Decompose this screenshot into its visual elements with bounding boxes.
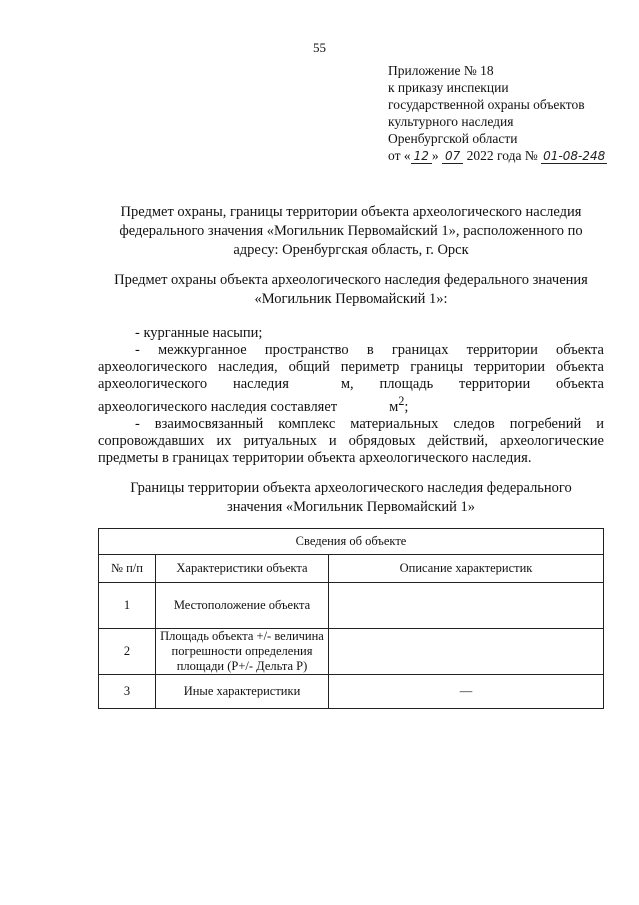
list-item: - курганные насыпи; — [135, 325, 263, 341]
list-item-end: ; — [404, 398, 409, 415]
date-prefix: от « — [388, 148, 411, 163]
appendix-line: к приказу инспекции — [388, 80, 509, 95]
handwritten-month: 07 — [442, 149, 463, 164]
handwritten-day: 12 — [411, 149, 432, 164]
unit-m: м, — [340, 376, 354, 392]
row-characteristic: Площадь объекта +/- величина погрешности определения площади (P+/- Дельта P) — [156, 629, 329, 675]
row-description: — — [329, 675, 604, 709]
list-item — [98, 342, 604, 416]
table-caption: Сведения об объекте — [99, 529, 604, 555]
table-row — [99, 675, 604, 709]
row-description — [329, 629, 604, 675]
table-row — [99, 583, 604, 629]
unit-sup: 2 — [398, 394, 405, 408]
subject-title: Предмет охраны объекта археологического наследия федерального значения «Могильник Первомайский 1»: — [114, 272, 588, 307]
header-cell: № п/п — [99, 555, 156, 583]
appendix-line: государственной охраны объектов — [388, 97, 585, 112]
table-row — [99, 629, 604, 675]
row-number: 3 — [99, 675, 156, 709]
unit-m2: м — [389, 398, 399, 415]
row-characteristic: Иные характеристики — [156, 675, 329, 709]
page-number: 55 — [313, 40, 326, 55]
row-description — [329, 583, 604, 629]
date-mid: » — [431, 148, 439, 163]
appendix-date-line — [388, 147, 607, 165]
list-item-text: площадь территории объекта археологического наследия составляет — [98, 376, 604, 415]
handwritten-order-number: 01-08-248 — [543, 149, 606, 163]
header-cell: Описание характеристик — [329, 555, 604, 583]
appendix-line: Оренбургской области — [388, 131, 518, 146]
boundaries-title: Границы территории объекта археологического наследия федерального значения «Могильник Первомайский 1» — [130, 480, 572, 515]
main-title: Предмет охраны, границы территории объекта археологического наследия федерального значения «Могильник Первомайский 1», расположенного по адресу: Оренбургская область, г. Орск — [119, 204, 583, 258]
header-cell: Характеристики объекта — [156, 555, 329, 583]
list-item: - взаимосвязанный комплекс материальных следов погребений и сопровождавших их ритуальных и обрядовых действий, археологические предметы в границах территории объекта археологического наследия. — [98, 415, 604, 466]
appendix-line: Приложение № 18 — [388, 63, 494, 78]
date-year: 2022 года № — [466, 148, 538, 163]
object-info-table — [98, 528, 604, 709]
row-number: 2 — [99, 629, 156, 675]
row-characteristic: Местоположение объекта — [156, 583, 329, 629]
subject-list — [98, 325, 604, 467]
list-item-text: - межкурганное пространство в границах территории объекта археологического наследия, общий периметр границы территории объекта археологического наследия — [98, 342, 604, 392]
appendix-block — [388, 62, 607, 165]
appendix-line: культурного наследия — [388, 114, 514, 129]
row-number: 1 — [99, 583, 156, 629]
